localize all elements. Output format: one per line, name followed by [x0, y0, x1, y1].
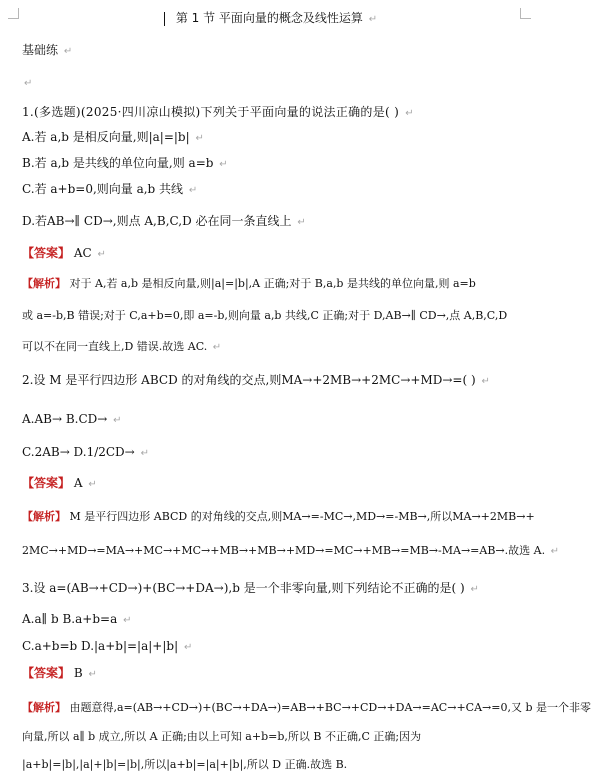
question-1-option-c: C.若 a+b=0,则向量 a,b 共线: [22, 182, 184, 196]
paragraph-mark: ↵: [123, 615, 132, 626]
paragraph-mark: ↵: [195, 133, 204, 144]
paragraph-mark: ↵: [212, 342, 222, 353]
answer-label: 【答案】: [22, 246, 71, 260]
question-3-options-ab: A.a∥ b B.a+b=a: [22, 612, 118, 626]
question-2-answer: A: [73, 476, 83, 490]
question-1-option-c-line: [22, 179, 529, 201]
paragraph-mark: ↵: [63, 46, 73, 57]
paragraph-mark: ↵: [219, 159, 228, 170]
page-corner-mark-top-left: [8, 8, 19, 19]
analysis-label: 【解析】: [22, 277, 66, 290]
paragraph-mark: ↵: [550, 546, 559, 557]
question-2-options-ab: A.AB→ B.CD→: [22, 412, 108, 426]
question-1-analysis-text-2: 或 a=-b,B 错误;对于 C,a+b=0,即 a=-b,则向量 a,b 共线,C 正确;对于 D,AB→∥ CD→,点 A,B,C,D: [22, 309, 508, 322]
paragraph-mark: ↵: [88, 669, 97, 680]
question-2-analysis-line-2: [22, 541, 559, 562]
document-title: 第 1 节 平面向量的概念及线性运算: [175, 11, 363, 25]
question-3-stem: 3.设 a=(AB→+CD→)+(BC→+DA→),b 是一个非零向量,则下列结论不正确的是( ): [22, 581, 465, 595]
question-3-options-line-2: [22, 636, 529, 658]
question-3-answer: B: [73, 666, 83, 680]
question-1-analysis-line-2: [22, 306, 529, 326]
paragraph-mark: ↵: [113, 415, 122, 426]
question-3-options-cd: C.a+b=b D.|a+b|=|a|+|b|: [22, 639, 179, 653]
analysis-label: 【解析】: [22, 510, 66, 523]
question-3-analysis-line-3: [22, 755, 529, 775]
document-title-line: [164, 8, 529, 30]
paragraph-mark: ↵: [24, 78, 33, 89]
question-1-option-b: B.若 a,b 是共线的单位向量,则 a=b: [22, 156, 214, 170]
question-2-stem: 2.设 M 是平行四边形 ABCD 的对角线的交点,则MA→+2MB→+2MC→+MD→=( ): [22, 373, 476, 387]
question-3-answer-line: [22, 663, 529, 685]
paragraph-mark: ↵: [188, 185, 198, 196]
paragraph-mark: ↵: [368, 14, 378, 25]
question-1-stem-line: [22, 102, 529, 124]
question-1-analysis-line-1: [22, 274, 529, 294]
question-2-options-line-1: [22, 409, 529, 431]
question-1-option-d: D.若AB→∥ CD→,则点 A,B,C,D 必在同一条直线上: [22, 214, 292, 228]
analysis-label: 【解析】: [22, 701, 66, 714]
question-3-options-line-1: [22, 609, 529, 631]
question-2-options-cd: C.2AB→ D.1/2CD→: [22, 445, 135, 459]
question-3-stem-line: [22, 578, 529, 600]
paragraph-mark: ↵: [470, 584, 479, 595]
text-cursor: [164, 12, 165, 26]
empty-paragraph-line: [22, 72, 529, 94]
paragraph-mark: ↵: [88, 479, 97, 490]
paragraph-mark: ↵: [183, 642, 193, 653]
answer-label: 【答案】: [22, 476, 71, 490]
answer-label: 【答案】: [22, 666, 71, 680]
question-3-analysis-text-2: 向量,所以 a∥ b 成立,所以 A 正确;由以上可知 a+b=b,所以 B 不正确,C 正确;因为: [22, 730, 422, 743]
question-1-option-b-line: [22, 153, 529, 175]
question-2-analysis-text-1: M 是平行四边形 ABCD 的对角线的交点,则MA→=-MC→,MD→=-MB→,所以MA→+2MB→+: [69, 510, 535, 523]
question-1-option-d-line: [22, 211, 529, 233]
question-3-analysis-text-3: |a+b|=|b|,|a|+|b|=|b|,所以|a+b|=|a|+|b|,所以 D 正确.故选 B.: [22, 758, 348, 771]
paragraph-mark: ↵: [405, 108, 414, 119]
question-2-answer-line: [22, 473, 529, 495]
question-2-analysis-text-2: 2MC→+MD→=MA→+MC→+MC→+MB→+MB→+MD→=MC→+MB→=MB→-MA→=AB→.故选 A.: [22, 544, 546, 557]
question-3-analysis-text-1: 由题意得,a=(AB→+CD→)+(BC→+DA→)=AB→+BC→+CD→+DA→=AC→+CA→=0,又 b 是一个非零: [69, 701, 591, 714]
section-heading-line: [22, 40, 529, 62]
question-2-stem-line: [22, 370, 529, 392]
question-1-answer-line: [22, 243, 529, 265]
question-2-analysis-line-1: [22, 507, 535, 527]
question-1-option-a-line: [22, 127, 529, 149]
question-1-option-a: A.若 a,b 是相反向量,则|a|=|b|: [22, 130, 190, 144]
question-1-answer: AC: [73, 246, 92, 260]
paragraph-mark: ↵: [481, 376, 490, 387]
question-1-stem: 1.(多选题)(2025·四川凉山模拟)下列关于平面向量的说法正确的是( ): [22, 105, 400, 119]
paragraph-mark: ↵: [97, 249, 106, 260]
question-3-analysis-line-2: [22, 727, 529, 747]
question-1-analysis-text-3: 可以不在同一直线上,D 错误.故选 AC.: [22, 340, 208, 353]
question-3-analysis-line-1: [22, 698, 591, 718]
paragraph-mark: ↵: [140, 448, 149, 459]
paragraph-mark: ↵: [297, 217, 306, 228]
section-heading-basic: 基础练: [22, 43, 59, 57]
question-2-options-line-2: [22, 442, 529, 464]
question-1-analysis-line-3: [22, 337, 529, 358]
question-1-analysis-text-1: 对于 A,若 a,b 是相反向量,则|a|=|b|,A 正确;对于 B,a,b 是共线的单位向量,则 a=b: [69, 277, 476, 290]
